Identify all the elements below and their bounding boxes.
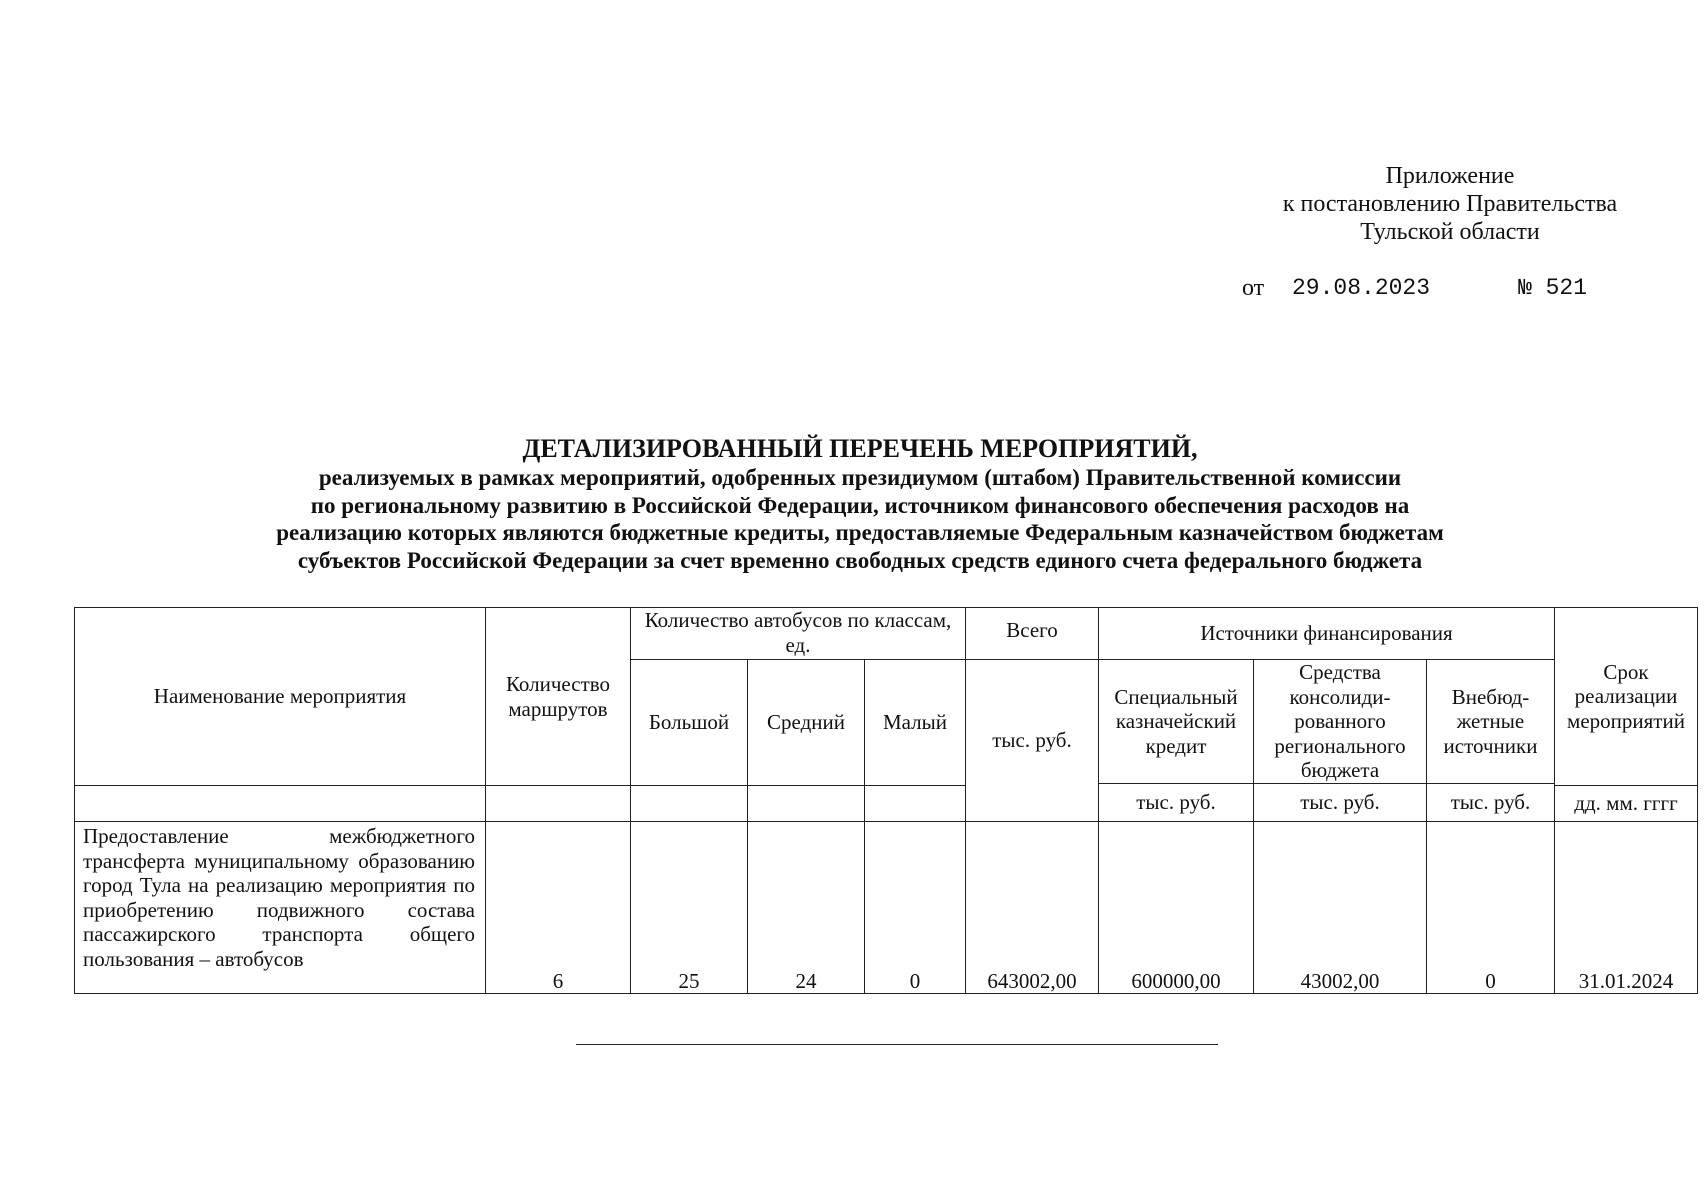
- table-row: [75, 822, 1698, 994]
- header-total-unit: тыс. руб.: [966, 660, 1099, 822]
- row-regional: 43002,00: [1254, 822, 1427, 994]
- appendix-line-1: Приложение: [1385, 163, 1515, 189]
- header-sources-group: Источники финансирования: [1099, 608, 1555, 660]
- document-title: [60, 434, 1660, 574]
- header-regional: Средства консолиди-рованного регионального бюджета: [1254, 660, 1427, 784]
- header-routes: Количество маршрутов: [486, 608, 631, 786]
- header-medium: Средний: [748, 660, 865, 786]
- title-line-2: по региональному развитию в Российской Федерации, источником финансового обеспечения расходов на: [310, 492, 1410, 518]
- measures-table: [74, 607, 1698, 994]
- row-treasury: 600000,00: [1099, 822, 1254, 994]
- header-extra-unit: тыс. руб.: [1427, 784, 1555, 822]
- row-routes: 6: [486, 822, 631, 994]
- title-line-3: реализацию которых являются бюджетные кредиты, предоставляемые Федеральным казначейством бюджетам: [276, 520, 1444, 545]
- header-deadline-unit: дд. мм. гггг: [1555, 786, 1698, 822]
- row-name: Предоставление межбюджетного трансферта муниципальному образованию город Тула на реализацию мероприятия по приобретению подвижного состава пассажирского транспорта общего пользования – автобусов: [75, 822, 486, 994]
- row-small: 0: [865, 822, 966, 994]
- row-total: 643002,00: [966, 822, 1099, 994]
- header-big: Большой: [631, 660, 748, 786]
- title-line-4: субъектов Российской Федерации за счет временно свободных средств единого счета федерального бюджета: [297, 547, 1423, 573]
- header-total: Всего: [966, 608, 1099, 660]
- appendix-line-2: к постановлению Правительства: [1282, 191, 1618, 217]
- signature-line: [576, 1044, 1218, 1045]
- appendix-line-3: Тульской области: [1360, 219, 1540, 245]
- header-medium-spacer: [748, 786, 865, 822]
- header-deadline: Срок реализации мероприятий: [1555, 608, 1698, 786]
- row-deadline: 31.01.2024: [1555, 822, 1698, 994]
- header-buses-group: Количество автобусов по классам, ед.: [631, 608, 966, 660]
- title-main: ДЕТАЛИЗИРОВАННЫЙ ПЕРЕЧЕНЬ МЕРОПРИЯТИЙ,: [522, 434, 1198, 463]
- header-treasury: Специальный казначейский кредит: [1099, 660, 1254, 784]
- decree-number: № 521: [1518, 275, 1588, 301]
- header-treasury-unit: тыс. руб.: [1099, 784, 1254, 822]
- appendix-heading: [1240, 162, 1660, 246]
- header-extra: Внебюд-жетные источники: [1427, 660, 1555, 784]
- header-name: Наименование мероприятия: [75, 608, 486, 786]
- header-regional-unit: тыс. руб.: [1254, 784, 1427, 822]
- row-big: 25: [631, 822, 748, 994]
- header-small: Малый: [865, 660, 966, 786]
- header-big-spacer: [631, 786, 748, 822]
- header-small-spacer: [865, 786, 966, 822]
- row-medium: 24: [748, 822, 865, 994]
- header-routes-spacer: [486, 786, 631, 822]
- row-extra: 0: [1427, 822, 1555, 994]
- title-line-1: реализуемых в рамках мероприятий, одобренных президиумом (штабом) Правительственной комиссии: [318, 465, 1402, 490]
- header-name-spacer: [75, 786, 486, 822]
- decree-date: 29.08.2023: [1292, 275, 1431, 301]
- decree-from-label: от: [1242, 275, 1265, 301]
